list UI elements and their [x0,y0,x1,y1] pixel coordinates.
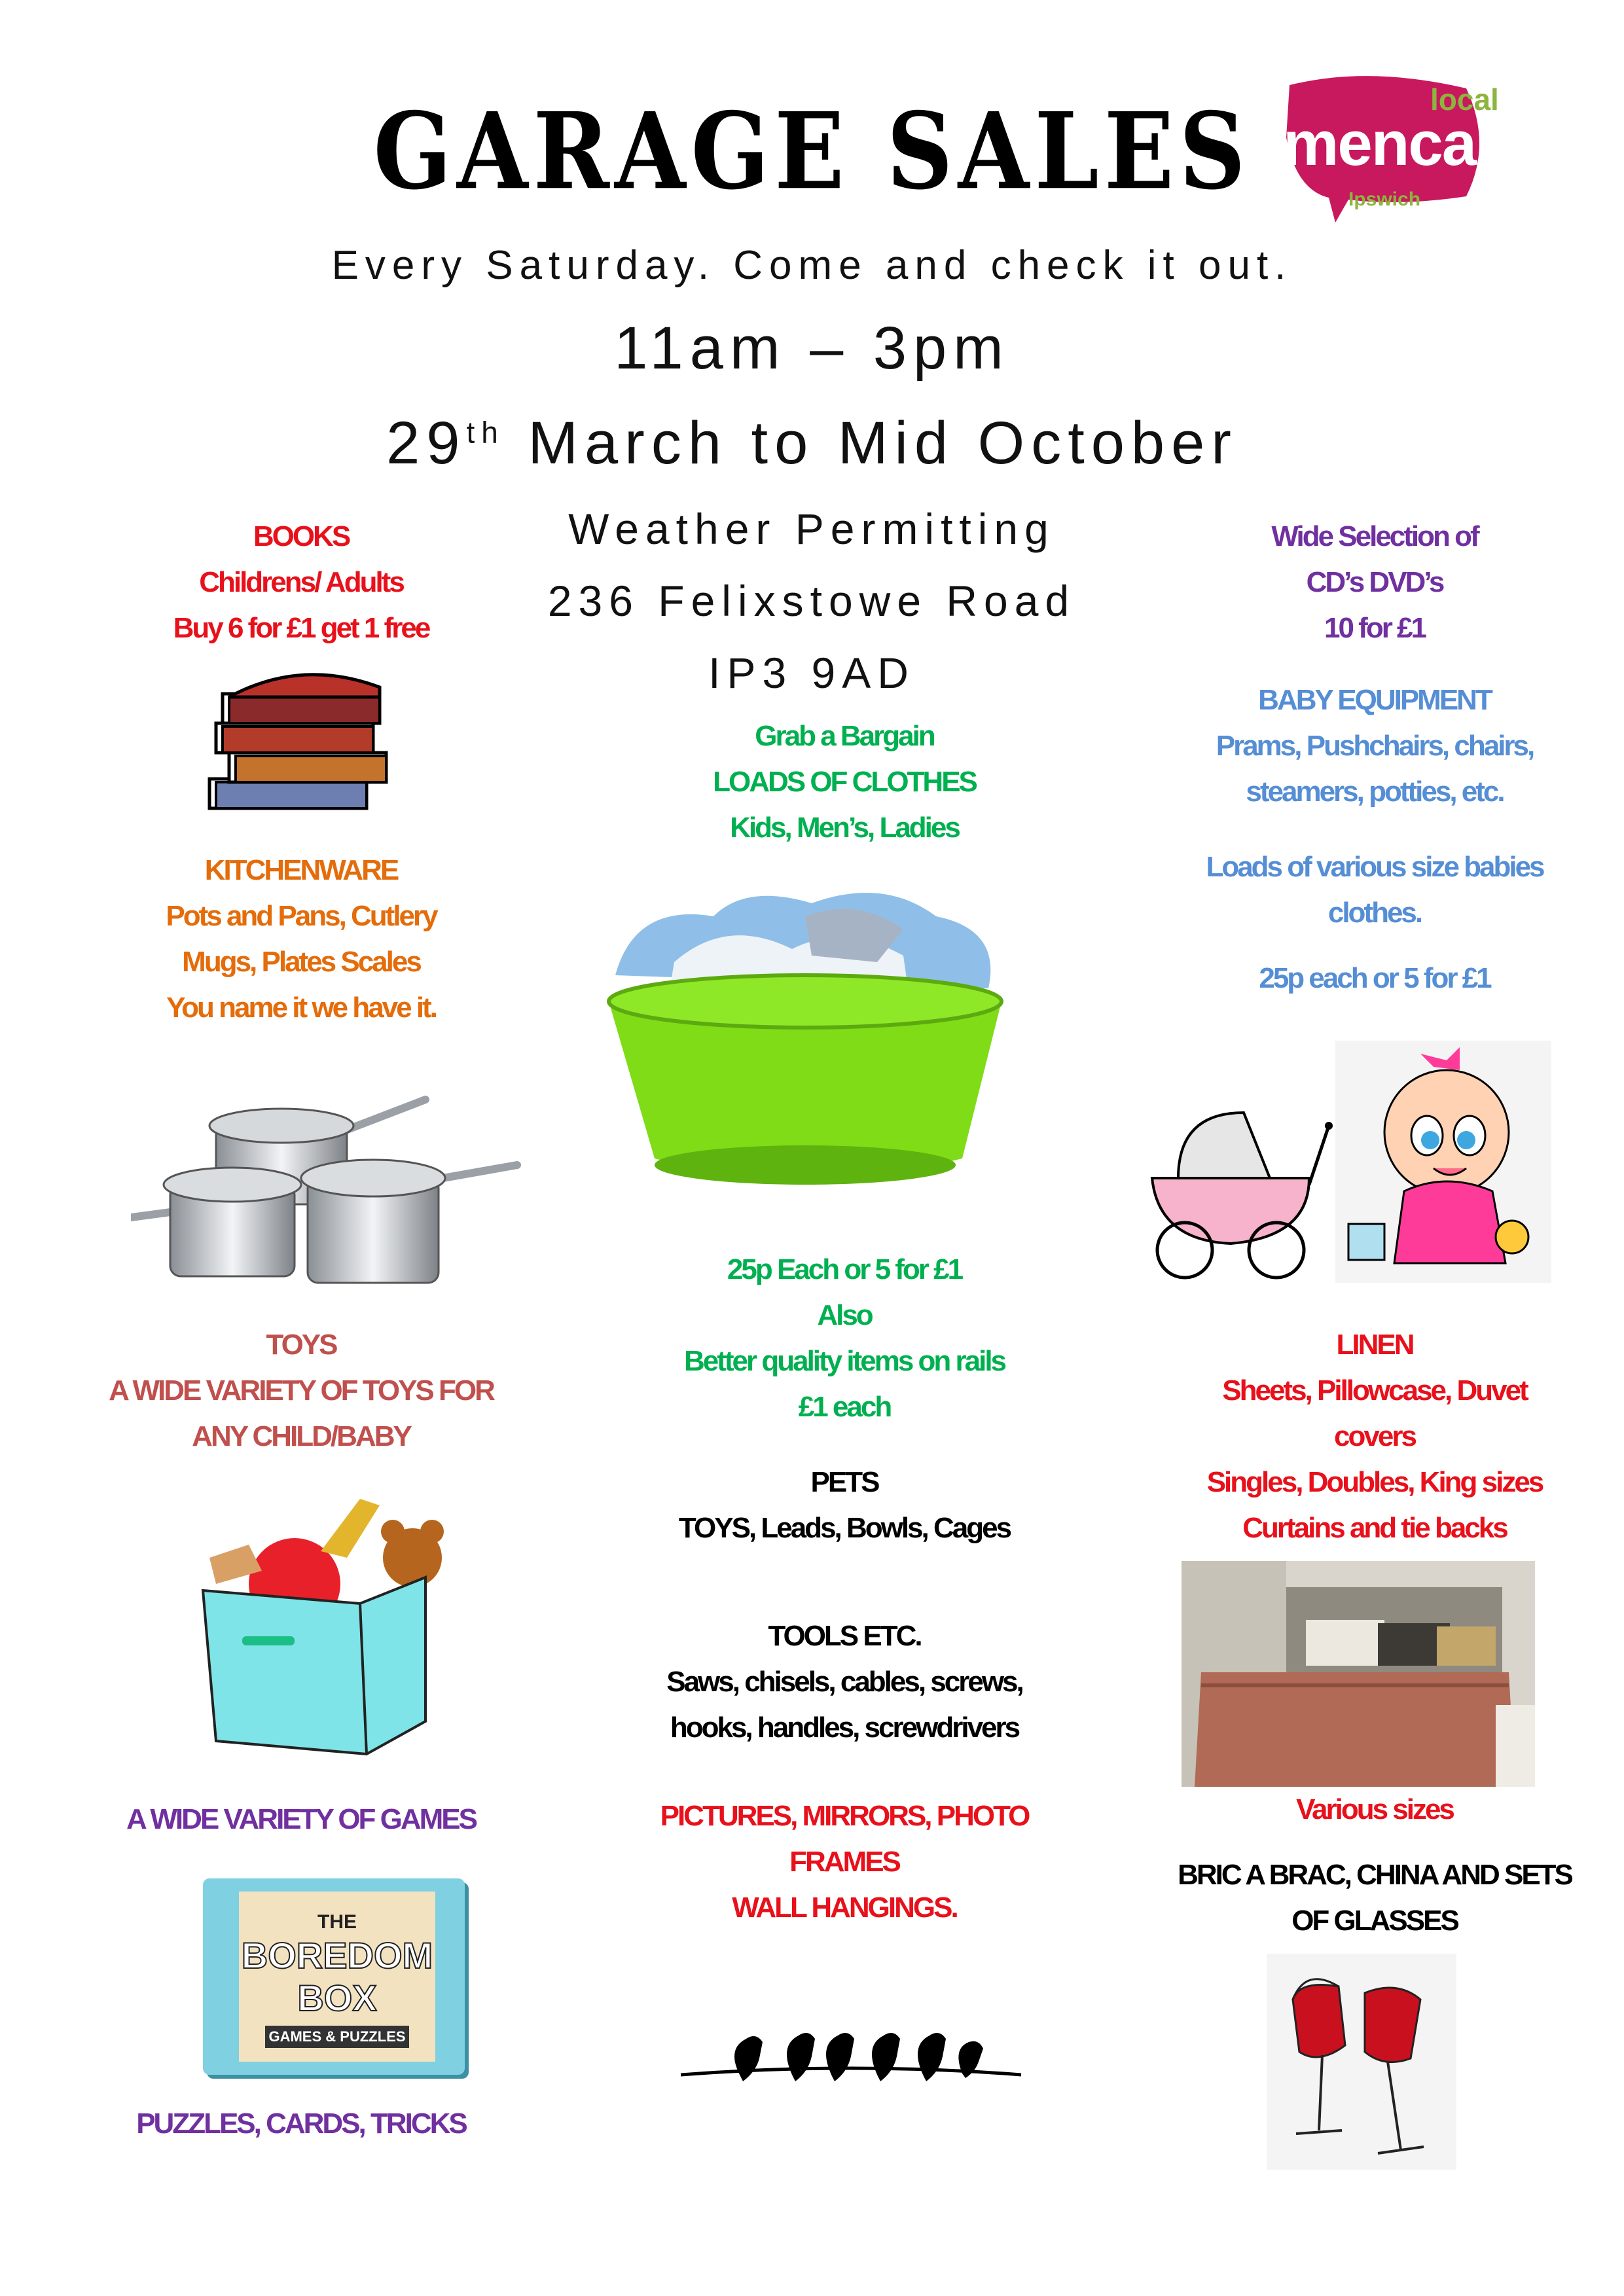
pets-line: TOYS, Leads, Bowls, Cages [678,1512,1011,1544]
tools-line: Saws, chisels, cables, screws, [666,1666,1022,1698]
baby-clothes-line: Loads of various size babies [1206,851,1543,883]
date-suffix: th [466,415,505,450]
postcode: IP3 9AD [708,649,915,697]
pictures-line: FRAMES [789,1846,899,1878]
wine-glasses-image [1267,1954,1456,2170]
linen-sizes: Various sizes [1296,1793,1453,1825]
opening-time: 11am – 3pm [614,315,1010,382]
weather-note: Weather Permitting [568,505,1055,553]
baby-clothes-line: clothes. [1327,897,1422,929]
game-box-image [203,1878,465,2075]
baby-section [1139,677,1610,815]
game-box-line1: THE [317,1911,357,1933]
baby-clothes-section [1139,844,1610,936]
books-section [72,514,530,651]
bedroom-image [1182,1561,1535,1787]
pram-image [1139,1086,1335,1283]
clothes-heading: LOADS OF CLOTHES [713,766,976,798]
toy-box-image [190,1486,478,1761]
tools-section [563,1613,1126,1751]
tools-heading: TOOLS ETC. [768,1620,921,1652]
price-line: £1 each [798,1391,891,1423]
pictures-line: WALL HANGINGS. [732,1892,957,1924]
price-section [563,1247,1126,1430]
date-range [0,409,1624,478]
puzzles-heading: PUZZLES, CARDS, TRICKS [136,2108,466,2140]
pets-section [563,1460,1126,1551]
bric-line: BRIC A BRAC, CHINA AND SETS [1178,1859,1572,1891]
linen-line: Curtains and tie backs [1242,1512,1507,1544]
pots-image [131,1086,524,1296]
clothes-line: Kids, Men’s, Ladies [730,812,959,844]
game-box-line3: BOX [297,1977,377,2018]
address: 236 Felixstowe Road [547,577,1076,625]
date-text: March to Mid October [504,410,1238,476]
toys-line: ANY CHILD/BABY [192,1420,410,1452]
pictures-line: PICTURES, MIRRORS, PHOTO [660,1800,1029,1832]
baby-heading: BABY EQUIPMENT [1258,684,1491,716]
kitchen-heading: KITCHENWARE [204,854,398,886]
game-box-line4: GAMES & PUZZLES [265,2026,409,2048]
baby-line: steamers, potties, etc. [1246,776,1504,808]
mencap-logo [1270,72,1545,223]
birds-on-wire-image [681,2009,1021,2101]
cds-line: CD’s DVD’s [1306,566,1443,598]
game-box-line2: BOREDOM [241,1935,433,1976]
toys-heading: TOYS [266,1329,336,1361]
price-line: Also [817,1299,872,1331]
linen-heading: LINEN [1336,1329,1413,1361]
cds-line: Wide Selection of [1271,520,1478,552]
bric-line: OF GLASSES [1291,1905,1458,1937]
logo-brand: mencap [1283,109,1513,179]
kitchen-line: Mugs, Plates Scales [182,946,420,978]
subtitle: Every Saturday. Come and check it out. [331,243,1293,288]
kitchen-line: You name it we have it. [166,992,436,1024]
books-line: Buy 6 for £1 get 1 free [173,612,429,644]
linen-line: covers [1334,1420,1415,1452]
linen-line: Sheets, Pillowcase, Duvet [1222,1374,1527,1407]
logo-place: Ipswich [1348,188,1421,210]
kitchen-line: Pots and Pans, Cutlery [166,900,437,932]
tools-line: hooks, handles, screwdrivers [670,1712,1019,1744]
books-image [203,661,399,825]
logo-local: local [1430,82,1499,117]
baby-line: Prams, Pushchairs, chairs, [1216,730,1534,762]
kitchenware-section [72,848,530,1031]
baby-image [1335,1041,1551,1283]
laundry-basket-image [596,877,1015,1204]
bric-a-brac-section [1139,1852,1610,1944]
price-line: 25p Each or 5 for £1 [727,1253,962,1285]
baby-price: 25p each or 5 for £1 [1259,962,1490,994]
toys-section [72,1322,530,1460]
date-number: 29 [386,410,467,476]
linen-section [1139,1322,1610,1551]
games-heading: A WIDE VARIETY OF GAMES [126,1803,476,1835]
clothes-line: Grab a Bargain [755,720,934,752]
books-line: Childrens/ Adults [199,566,403,598]
price-line: Better quality items on rails [683,1345,1005,1377]
toys-line: A WIDE VARIETY OF TOYS FOR [109,1374,494,1407]
pets-heading: PETS [810,1466,878,1498]
linen-line: Singles, Doubles, King sizes [1206,1466,1543,1498]
clothes-section [563,713,1126,851]
books-heading: BOOKS [253,520,350,552]
cds-line: 10 for £1 [1324,612,1425,644]
page-title: GARAGE SALES [373,90,1251,214]
cds-section [1139,514,1610,651]
pictures-section [563,1793,1126,1931]
